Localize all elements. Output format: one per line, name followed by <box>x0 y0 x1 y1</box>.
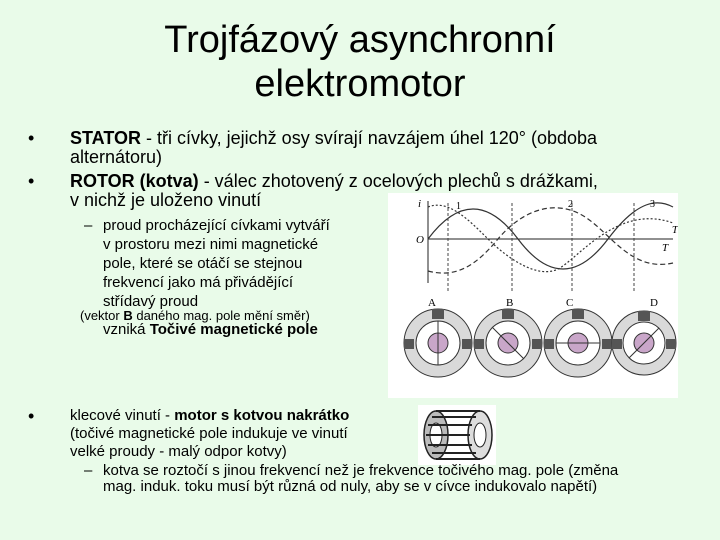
note-post: daného mag. pole mění směr) <box>132 308 310 323</box>
title-line-1: Trojfázový asynchronní <box>164 19 556 61</box>
rotation-line-2: mag. induk. toku musí být různá od nuly, aby se v cívce indukovalo napětí) <box>103 478 598 495</box>
curve-label-1: 1 <box>456 201 461 212</box>
field-line-2: v prostoru mezi nimi magnetické <box>103 236 319 253</box>
stator-diagram-a <box>404 309 472 377</box>
axis-o-label: O <box>416 234 424 246</box>
position-label-d: D <box>650 297 658 309</box>
stator-diagram-b <box>474 309 542 377</box>
note-vector-b: B <box>123 308 133 323</box>
axis-t-label: T <box>662 242 669 254</box>
rotor-text-1: - válec zhotovený z ocelových plechů s drážkami, <box>198 171 598 191</box>
position-label-b: B <box>506 297 514 309</box>
rotating-field-term: Točivé magnetické pole <box>149 321 318 338</box>
slide-title <box>0 18 720 106</box>
rotor-line-1 <box>70 172 598 191</box>
cage-line-1 <box>70 408 349 424</box>
axis-t-upper-label: T <box>671 224 678 236</box>
field-line-1: proud procházející cívkami vytváří <box>103 217 330 234</box>
squirrel-cage-drawing <box>418 405 496 465</box>
dash-field: – <box>84 217 93 234</box>
axis-i-label: i <box>418 198 422 210</box>
stator-line-2: alternátoru) <box>70 147 163 167</box>
bullet-cage: • <box>28 406 35 426</box>
result-pre: vzniká <box>103 321 150 338</box>
rotor-line-2: v nichž je uloženo vinutí <box>70 190 262 210</box>
bullet-rotor: • <box>28 171 35 191</box>
cage-line-2: (točivé magnetické pole indukuje ve vinutí <box>70 425 348 442</box>
rotor-term: ROTOR (kotva) <box>70 171 199 191</box>
field-result <box>103 322 318 338</box>
phase-curve-3 <box>428 205 673 271</box>
dash-rotation: – <box>84 462 93 479</box>
cage-pre: klecové vinutí - <box>70 407 175 424</box>
rotation-line-1: kotva se roztočí s jinou frekvencí než je frekvence točivého mag. pole (změna <box>103 462 619 479</box>
field-line-3: pole, které se otáčí se stejnou <box>103 255 303 272</box>
curve-label-3: 3 <box>650 199 655 210</box>
stator-text-1: - tři cívky, jejichž osy svírají navzájem úhel 120° (obdoba <box>141 128 598 148</box>
stator-diagram-c <box>544 309 612 377</box>
phase-curve-1 <box>428 203 673 269</box>
cage-term: motor s kotvou nakrátko <box>174 407 350 424</box>
title-line-2: elektromotor <box>254 63 466 105</box>
position-label-c: C <box>566 297 574 309</box>
waveform-and-stator-diagram <box>388 193 678 398</box>
curve-label-2: 2 <box>568 199 573 210</box>
note-pre: (vektor <box>80 308 124 323</box>
position-label-a: A <box>428 297 436 309</box>
field-line-5: střídavý proud <box>103 293 199 310</box>
stator-diagram-d <box>612 311 676 375</box>
field-line-4: frekvencí jako má přiváděјící <box>103 274 294 291</box>
rotating-field-figure <box>388 193 678 398</box>
bullet-stator: • <box>28 128 35 148</box>
stator-line-1 <box>70 129 597 148</box>
stator-term: STATOR <box>70 128 141 148</box>
cage-line-3: velké proudy - malý odpor kotvy) <box>70 443 287 460</box>
squirrel-cage-figure <box>418 405 496 465</box>
